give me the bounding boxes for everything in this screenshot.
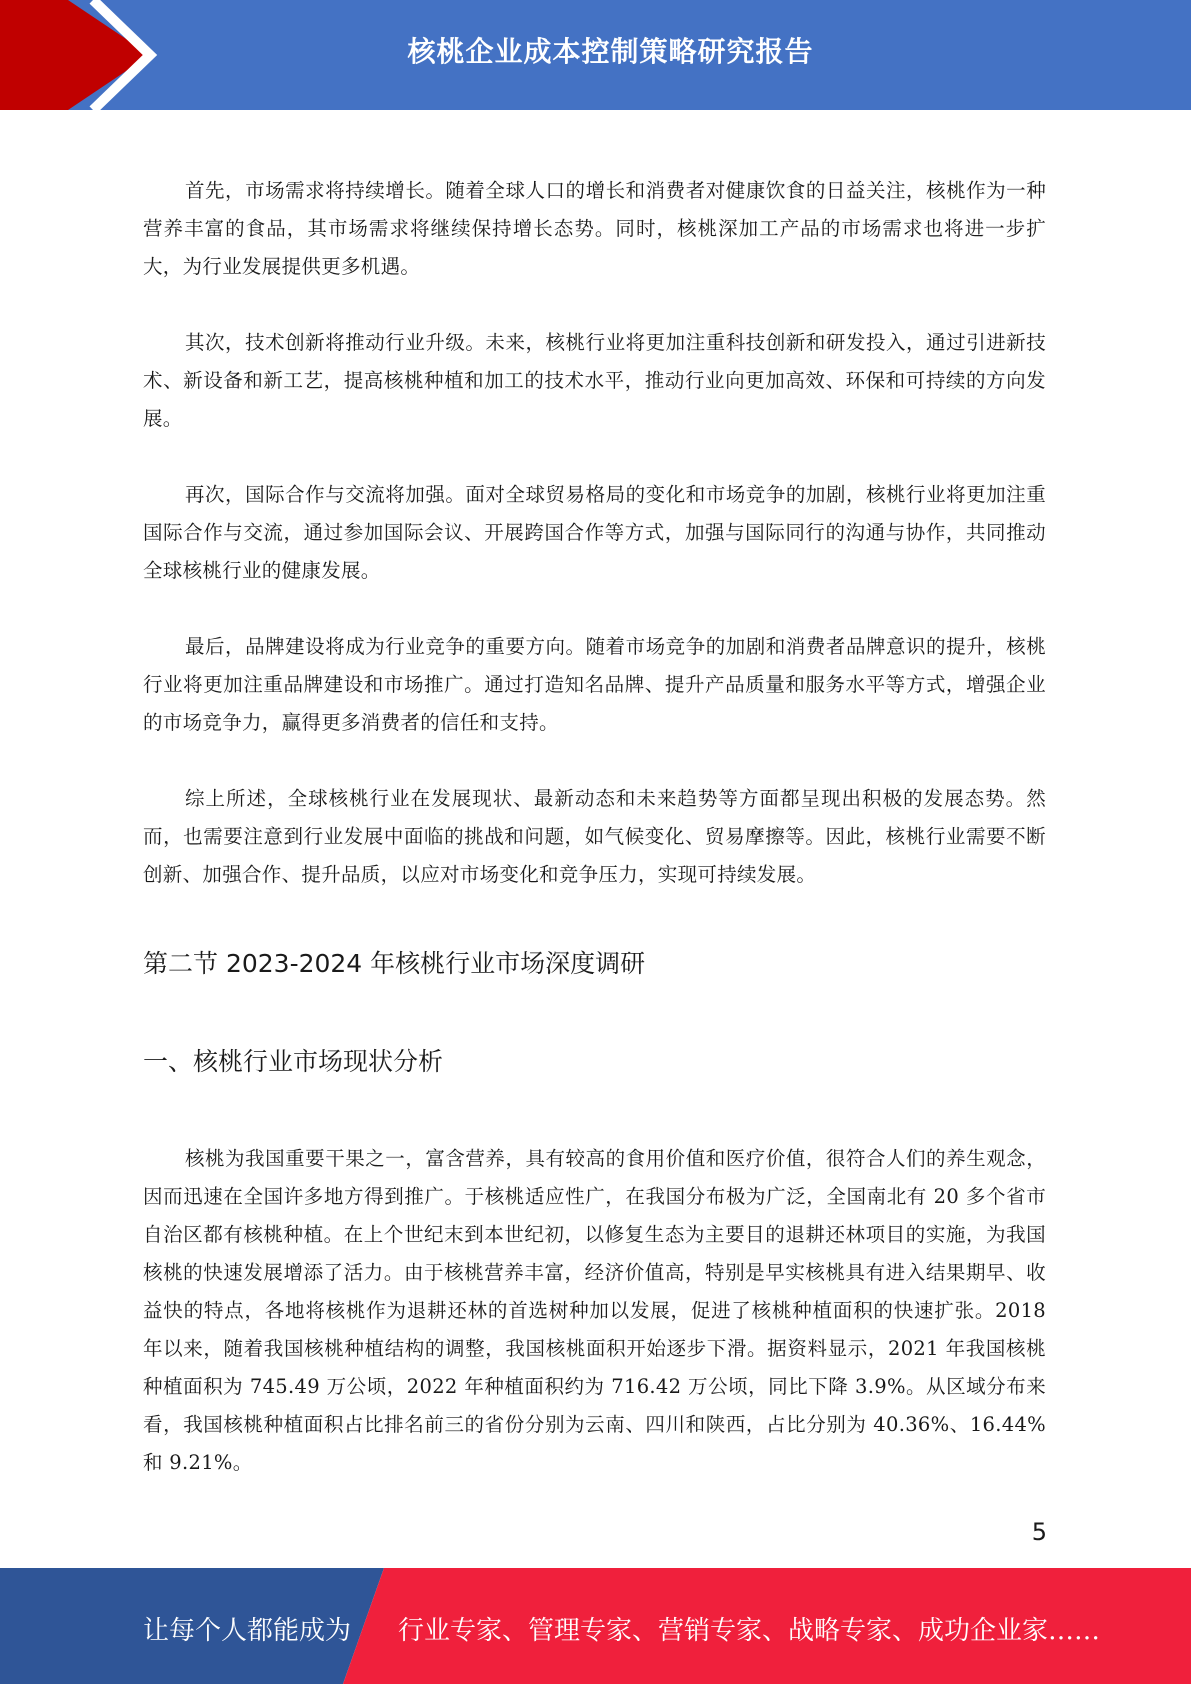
subsection-heading: 一、核桃行业市场现状分析 — [143, 1047, 444, 1076]
paragraph-market-demand: 首先，市场需求将持续增长。随着全球人口的增长和消费者对健康饮食的日益关注，核桃作为一种营养丰富的食品，其市场需求将继续保持增长态势。同时，核桃深加工产品的市场需求也将进一步扩大，为行业发展提供更多机遇。 — [143, 179, 1046, 278]
paragraph-international-cooperation: 再次，国际合作与交流将加强。面对全球贸易格局的变化和市场竞争的加剧，核桃行业将更加注重国际合作与交流，通过参加国际会议、开展跨国合作等方式，加强与国际同行的沟通与协作，共同推动全球核桃行业的健康发展。 — [143, 483, 1046, 582]
paragraph-tech-innovation: 其次，技术创新将推动行业升级。未来，核桃行业将更加注重科技创新和研发投入，通过引进新技术、新设备和新工艺，提高核桃种植和加工的技术水平，推动行业向更加高效、环保和可持续的方向发展。 — [143, 331, 1046, 430]
page-footer — [0, 1568, 1191, 1684]
footer-slogan-left: 让每个人都能成为 — [143, 1616, 352, 1646]
paragraph-summary: 综上所述，全球核桃行业在发展现状、最新动态和未来趋势等方面都呈现出积极的发展态势。然而，也需要注意到行业发展中面临的挑战和问题，如气候变化、贸易摩擦等。因此，核桃行业需要不断创新、加强合作、提升品质，以应对市场变化和竞争压力，实现可持续发展。 — [143, 787, 1046, 886]
section-heading: 第二节 2023-2024 年核桃行业市场深度调研 — [143, 949, 646, 978]
page-header — [0, 0, 1191, 110]
paragraph-market-status: 核桃为我国重要干果之一，富含营养，具有较高的食用价值和医疗价值，很符合人们的养生观念，因而迅速在全国许多地方得到推广。于核桃适应性广，在我国分布极为广泛，全国南北有 20 多个省市自治区都有核桃种植。在上个世纪末到本世纪初，以修复生态为主要目的退耕还林项目的实施，为我国核桃的快速发展增添了活力。由于核桃营养丰富，经济价值高，特别是早实核桃具有进入结果期早、收益快的特点，各地将核桃作为退耕还林的首选树种加以发展，促进了核桃种植面积的快速扩张。2018 年以来，随着我国核桃种植结构的调整，我国核桃面积开始逐步下滑。据资料显示，2021 年我国核桃种植面积为 745.49 万公顷，2022 年种植面积约为 716.42 万公顷，同比下降 3.9%。从区域分布来看，我国核桃种植面积占比排名前三的省份分别为云南、四川和陕西，占比分别为 40.36%、16.44%和 9.21%。 — [143, 1147, 1046, 1474]
page-number: 5 — [1031, 1518, 1047, 1546]
page-content — [143, 172, 1046, 1520]
document-title: 核桃企业成本控制策略研究报告 — [407, 35, 814, 68]
footer-slogan-right: 行业专家、管理专家、营销专家、战略专家、成功企业家…… — [398, 1616, 1101, 1646]
paragraph-brand-building: 最后，品牌建设将成为行业竞争的重要方向。随着市场竞争的加剧和消费者品牌意识的提升，核桃行业将更加注重品牌建设和市场推广。通过打造知名品牌、提升产品质量和服务水平等方式，增强企业的市场竞争力，赢得更多消费者的信任和支持。 — [143, 635, 1046, 734]
